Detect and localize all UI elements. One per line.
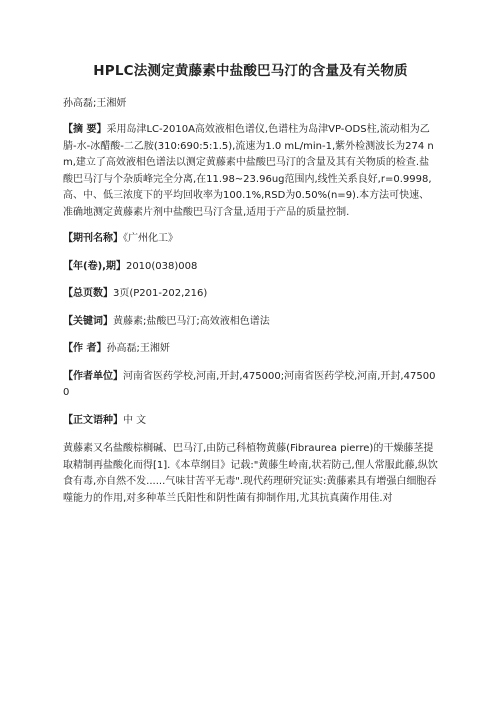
author-label: 【作 者】 (63, 343, 107, 354)
journal-text: 《广州化工》 (123, 233, 178, 244)
abstract-section (63, 122, 438, 221)
pages-label: 【总页数】 (63, 288, 113, 299)
journal-label: 【期刊名称】 (63, 233, 123, 244)
keywords-label: 【关键词】 (63, 315, 113, 327)
abstract-text: 采用岛津LC-2010A高效液相色谱仪,色谱柱为岛津VP-ODS柱,流动相为乙腈-水-冰醋酸-二乙胺(310:690:5:1.5),流速为1.0 mL/min-1,紫外检测波长为274 nm,建立了高效液相色谱法以测定黄藤素中盐酸巴马汀的含量及其有关物质的检查.盐酸巴马汀与个杂质峰完全分离,在11.98~23.96ug范围内,线性关系良好,r=0.9998,高、中、低三浓度下的平均回收率为100.1%,RSD为0.50%(n=9).本方法可快速、准确地测定黄藤素片剂中盐酸巴马汀含量,适用于产品的质量控制. (63, 124, 434, 218)
year-volume-issue-section (63, 259, 438, 276)
language-section (63, 413, 438, 430)
keywords-section (63, 314, 438, 331)
total-pages-section (63, 286, 438, 303)
document-page (0, 62, 502, 711)
author-unit-section (63, 369, 438, 402)
lang-label: 【正文语种】 (63, 414, 123, 426)
unit-text: 河南省医药学校,河南,开封,475000;河南省医药学校,河南,开封,475000 (63, 370, 436, 398)
lang-text: 中 文 (123, 414, 147, 426)
body-paragraph: 黄藤素又名盐酸棕榈碱、巴马汀,由防己科植物黄藤(Fibraurea pierre)的干燥藤茎提取精制再盐酸化而得[1].《本草纲目》记载:"黄藤生岭南,状若防己,俚人常服此藤,纵饮食有毒,亦自然不发......气味甘苦平无毒".现代药理研究证实:黄藤素具有增强白细胞吞噬能力的作用,对多种革兰氏阳性和阴性菌有抑制作用,尤其抗真菌作用佳.对 (63, 443, 438, 504)
journal-section (63, 231, 438, 248)
year-label: 【年(卷),期】 (63, 260, 126, 272)
author-text: 孙高磊;王湘妍 (106, 343, 170, 354)
keywords-text: 黄藤素;盐酸巴马汀;高效液相色谱法 (113, 315, 270, 327)
document-title: HPLC法测定黄藤素中盐酸巴马汀的含量及有关物质 (93, 63, 408, 79)
abstract-label: 【摘 要】 (63, 124, 107, 135)
pages-text: 3页(P201-202,216) (113, 288, 208, 299)
document-authors: 孙高磊;王湘妍 (63, 98, 127, 109)
unit-label: 【作者单位】 (63, 370, 123, 382)
author-section (63, 341, 438, 358)
year-text: 2010(038)008 (125, 260, 198, 272)
